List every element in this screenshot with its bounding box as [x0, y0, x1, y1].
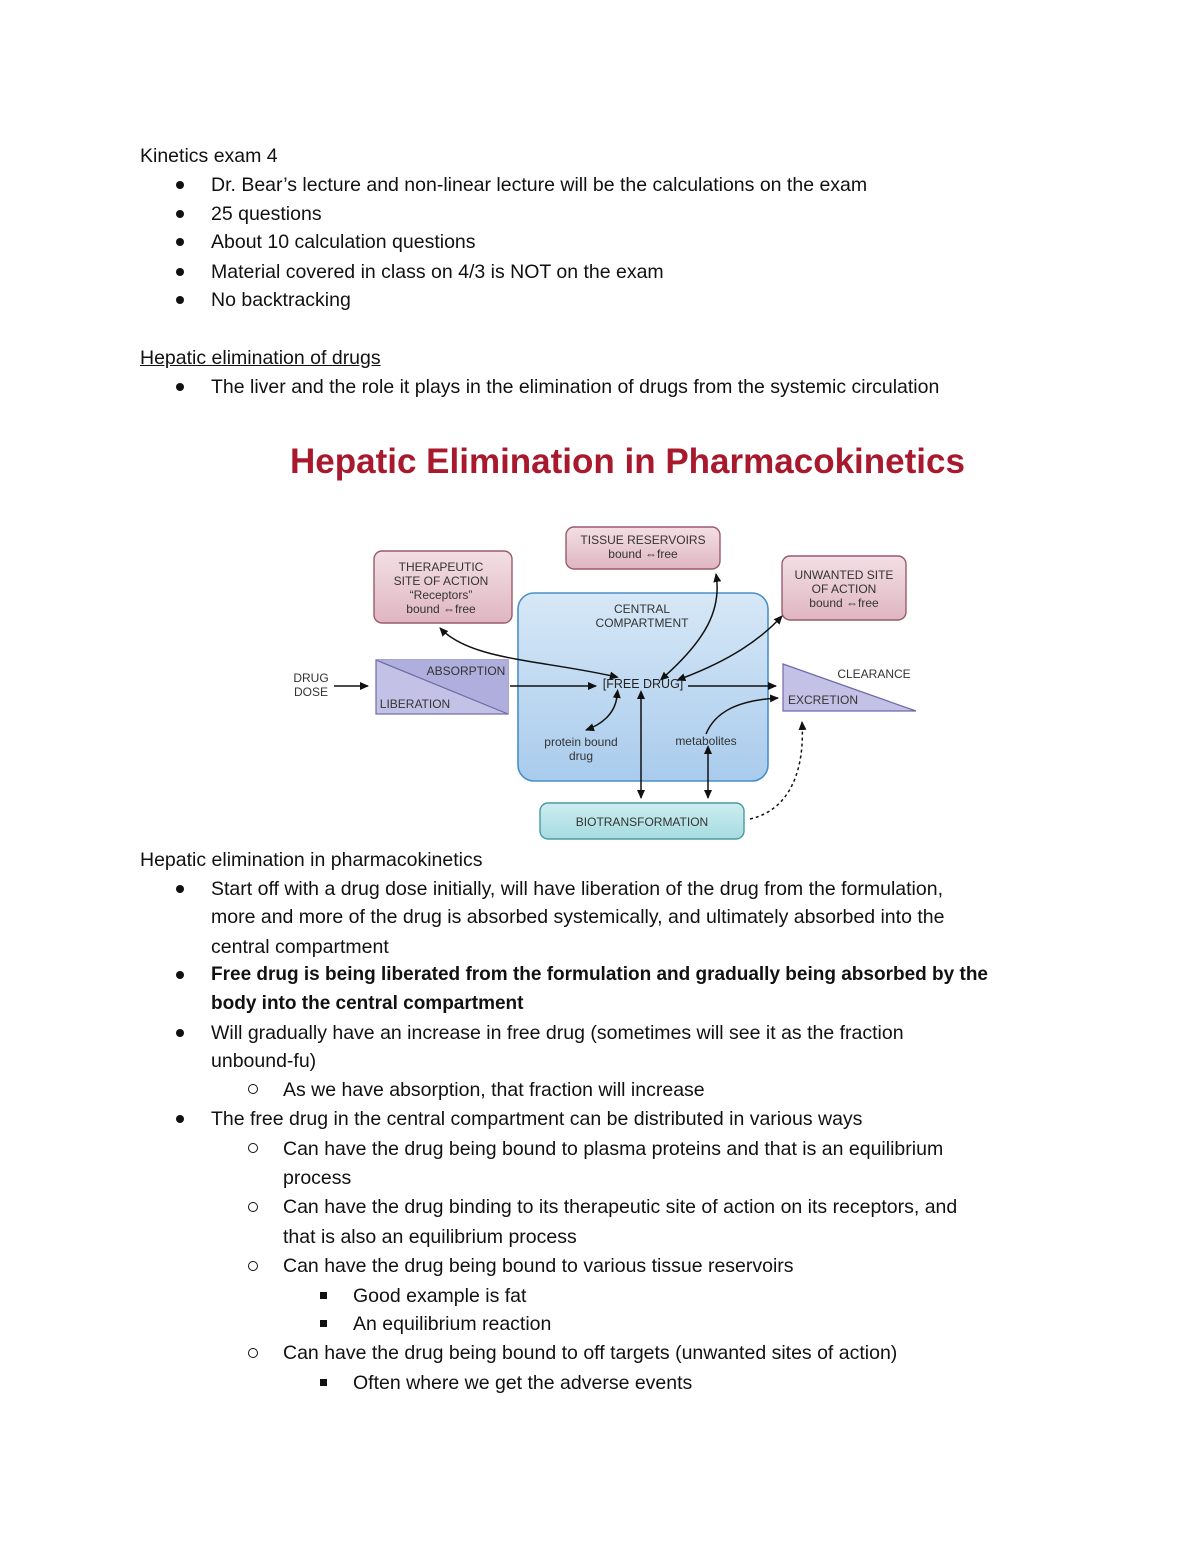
- sub-sub-bullet-square: [320, 1320, 327, 1327]
- note-line: Good example is fat: [353, 1285, 527, 1307]
- drug-dose-label: DOSE: [293, 685, 329, 699]
- diagram-title: Hepatic Elimination in Pharmacokinetics: [290, 442, 965, 481]
- therapeutic-site-label: bound ⇔free: [406, 602, 476, 616]
- exam-note: Dr. Bear’s lecture and non-linear lecture will be the calculations on the exam: [211, 174, 868, 196]
- therapeutic-site-label: “Receptors”: [409, 588, 473, 602]
- tissue-reservoirs-label: TISSUE RESERVOIRS: [580, 533, 706, 547]
- sub-bullet-circle: [248, 1348, 258, 1358]
- note-line: Can have the drug binding to its therapeutic site of action on its receptors, and: [283, 1196, 958, 1218]
- note-line-bold: body into the central compartment: [211, 993, 524, 1014]
- sub-bullet-circle: [248, 1202, 258, 1212]
- note-line: Will gradually have an increase in free drug (sometimes will see it as the fraction: [211, 1022, 904, 1044]
- free-drug-label: [FREE DRUG]: [602, 677, 684, 691]
- note-line: An equilibrium reaction: [353, 1313, 552, 1335]
- sub-bullet-circle: [248, 1143, 258, 1153]
- unwanted-site-label: UNWANTED SITE: [794, 568, 894, 582]
- section-heading-hepatic: Hepatic elimination of drugs: [140, 347, 381, 369]
- exam-note: Material covered in class on 4/3 is NOT on the exam: [211, 261, 664, 283]
- drug-dose-label: DRUG: [293, 671, 329, 685]
- section-bullet: The liver and the role it plays in the elimination of drugs from the systemic circulation: [211, 376, 940, 398]
- document-title: Kinetics exam 4: [140, 145, 278, 167]
- bullet-dot: [176, 885, 184, 893]
- section-heading-pk: Hepatic elimination in pharmacokinetics: [140, 849, 483, 871]
- note-line: Often where we get the adverse events: [353, 1372, 693, 1394]
- note-line: process: [283, 1167, 352, 1189]
- sub-sub-bullet-square: [320, 1379, 327, 1386]
- protein-bound-label: protein bound: [544, 735, 618, 749]
- bullet-dot: [176, 1029, 184, 1037]
- note-line: Can have the drug being bound to plasma proteins and that is an equilibrium: [283, 1138, 944, 1160]
- exam-note: 25 questions: [211, 203, 322, 225]
- note-line: Can have the drug being bound to off targets (unwanted sites of action): [283, 1342, 898, 1364]
- sub-sub-bullet-square: [320, 1292, 327, 1299]
- note-line: more and more of the drug is absorbed systemically, and ultimately absorbed into the: [211, 906, 945, 928]
- note-line: Start off with a drug dose initially, will have liberation of the drug from the formulation,: [211, 878, 943, 900]
- note-line: As we have absorption, that fraction will increase: [283, 1079, 705, 1101]
- note-line: Can have the drug being bound to various tissue reservoirs: [283, 1255, 794, 1277]
- therapeutic-site-label: THERAPEUTIC: [398, 560, 484, 574]
- liberation-label: LIBERATION: [379, 697, 451, 711]
- metabolites-label: metabolites: [675, 734, 737, 748]
- unwanted-site-label: bound ⇔free: [809, 596, 879, 610]
- central-compartment-label: CENTRAL: [613, 602, 671, 616]
- exam-note: No backtracking: [211, 289, 351, 311]
- sub-bullet-circle: [248, 1084, 258, 1094]
- clearance-label: CLEARANCE: [837, 667, 911, 681]
- protein-bound-label: drug: [568, 749, 594, 763]
- excretion-label: EXCRETION: [787, 693, 859, 707]
- therapeutic-site-label: SITE OF ACTION: [393, 574, 489, 588]
- bullet-dot: [176, 971, 184, 979]
- note-line: central compartment: [211, 936, 389, 958]
- central-compartment-label: COMPARTMENT: [595, 616, 689, 630]
- bullet-dot: [176, 1115, 184, 1123]
- note-line: The free drug in the central compartment can be distributed in various ways: [211, 1108, 863, 1130]
- sub-bullet-circle: [248, 1261, 258, 1271]
- tissue-reservoirs-label: bound ⇔free: [608, 547, 678, 561]
- note-line-bold: Free drug is being liberated from the formulation and gradually being absorbed by the: [211, 964, 988, 985]
- unwanted-site-label: OF ACTION: [811, 582, 877, 596]
- note-line: that is also an equilibrium process: [283, 1226, 577, 1248]
- exam-note: About 10 calculation questions: [211, 231, 476, 253]
- absorption-label: ABSORPTION: [426, 664, 506, 678]
- biotransformation-label: BIOTRANSFORMATION: [575, 815, 709, 829]
- note-line: unbound-fu): [211, 1050, 317, 1072]
